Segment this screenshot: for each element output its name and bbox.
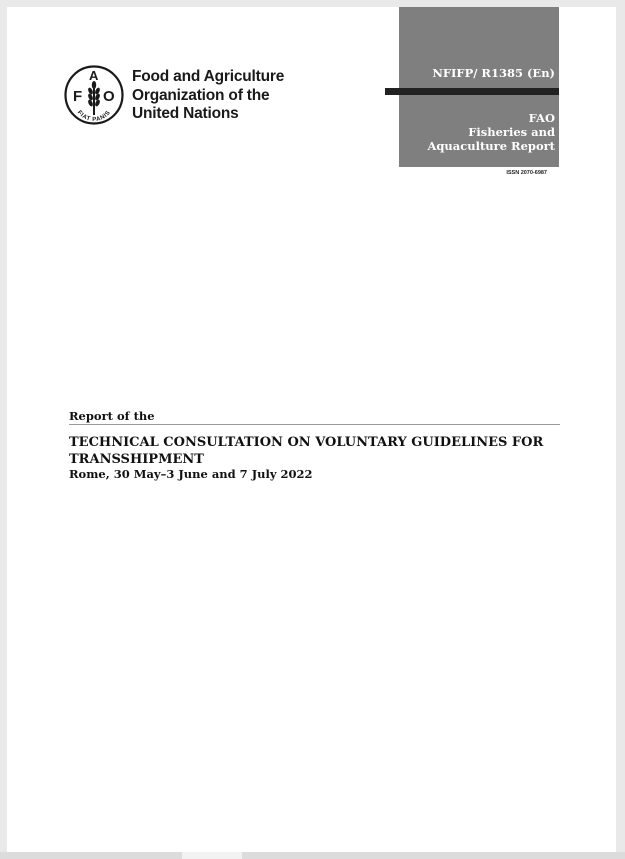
viewer-bottom-strip <box>0 852 625 859</box>
report-title-line: TECHNICAL CONSULTATION ON VOLUNTARY GUIDELINES FOR <box>69 435 544 450</box>
viewer-scroll-thumb[interactable] <box>182 852 242 859</box>
fao-wheat-emblem-icon <box>64 65 124 125</box>
emblem-letter-a: A <box>89 68 99 83</box>
series-name-line: FAO <box>528 111 555 125</box>
title-divider <box>69 424 560 425</box>
emblem-letter-o: O <box>103 88 115 105</box>
series-box <box>399 7 559 167</box>
organization-name-line: United Nations <box>132 105 239 122</box>
emblem-motto: FIAT PANIS <box>75 109 113 124</box>
series-name <box>427 111 555 153</box>
series-name-line: Fisheries and <box>468 125 555 139</box>
document-page <box>7 7 616 852</box>
series-name-line: Aquaculture Report <box>427 139 555 153</box>
emblem-letter-f: F <box>73 88 83 105</box>
issn-number: ISSN 2070-6987 <box>506 170 547 176</box>
report-title <box>69 434 559 468</box>
organization-name-line: Organization of the <box>132 86 270 104</box>
series-code: NFIFP/ R1385 (En) <box>432 66 555 80</box>
report-prefix: Report of the <box>69 409 155 423</box>
report-title-line: TRANSSHIPMENT <box>69 452 204 467</box>
organization-name <box>132 68 284 124</box>
organization-name-line: Food and Agriculture <box>132 68 285 85</box>
report-subtitle: Rome, 30 May–3 June and 7 July 2022 <box>69 467 313 481</box>
series-divider-bar <box>385 88 559 95</box>
